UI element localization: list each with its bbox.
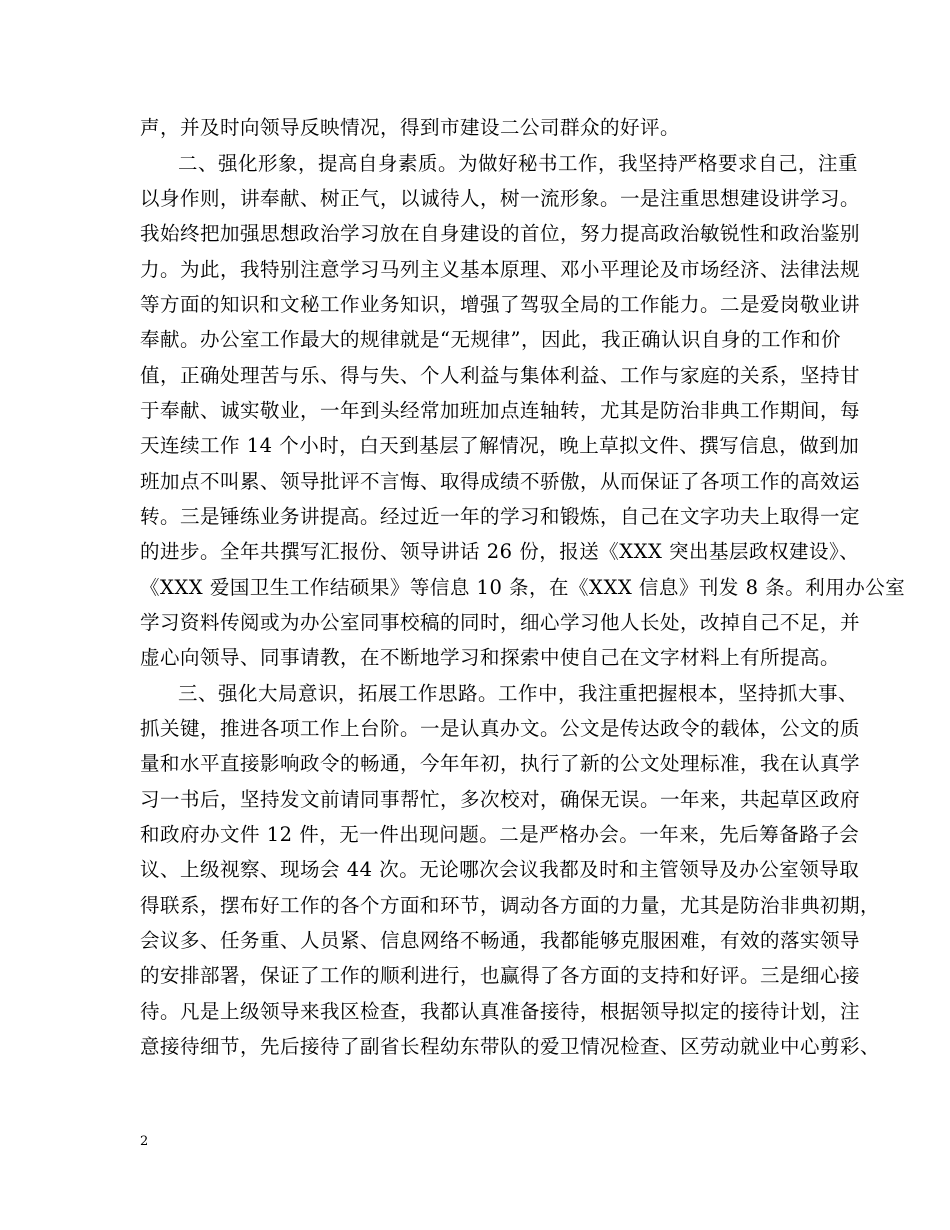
body-line: 和政府办文件 12 件，无一件出现问题。二是严格办会。一年来，先后筹备路子会 bbox=[140, 823, 860, 846]
body-line: 二、强化形象，提高自身素质。为做好秘书工作，我坚持严格要求自己，注重 bbox=[178, 152, 859, 175]
body-line: 以身作则，讲奉献、树正气，以诚待人，树一流形象。一是注重思想建设讲学习。 bbox=[140, 187, 861, 210]
body-line: 转。三是锤练业务讲提高。经过近一年的学习和锻炼，自己在文字功夫上取得一定 bbox=[140, 505, 861, 528]
body-line: 习一书后，坚持发文前请同事帮忙，多次校对，确保无误。一年来，共起草区政府 bbox=[140, 788, 861, 811]
body-line: 力。为此，我特别注意学习马列主义基本原理、邓小平理论及市场经济、法律法规 bbox=[140, 258, 861, 281]
body-line: 待。凡是上级领导来我区检查，我都认真准备接待，根据领导拟定的接待计划，注 bbox=[140, 1000, 861, 1023]
body-line: 声，并及时向领导反映情况，得到市建设二公司群众的好评。 bbox=[140, 116, 681, 139]
body-line: 议、上级视察、现场会 44 次。无论哪次会议我都及时和主管领导及办公室领导取 bbox=[140, 858, 860, 881]
body-line: 等方面的知识和文秘工作业务知识，增强了驾驭全局的工作能力。二是爱岗敬业讲 bbox=[140, 293, 861, 316]
body-line: 虚心向领导、同事请教，在不断地学习和探索中使自己在文字材料上有所提高。 bbox=[140, 646, 841, 669]
body-line: 三、强化大局意识，拓展工作思路。工作中，我注重把握根本，坚持抓大事、 bbox=[178, 682, 859, 705]
body-line: 量和水平直接影响政令的畅通，今年年初，执行了新的公文处理标准，我在认真学 bbox=[140, 752, 861, 775]
body-line: 于奉献、诚实敬业，一年到头经常加班加点连轴转，尤其是防治非典工作期间，每 bbox=[140, 399, 861, 422]
body-line: 值，正确处理苦与乐、得与失、个人利益与集体利益、工作与家庭的关系，坚持甘 bbox=[140, 364, 861, 387]
body-line: 天连续工作 14 个小时，白天到基层了解情况，晚上草拟文件、撰写信息，做到加 bbox=[140, 434, 860, 457]
body-line: 会议多、任务重、人员紧、信息网络不畅通，我都能够克服困难，有效的落实领导 bbox=[140, 929, 861, 952]
body-line: 的进步。全年共撰写汇报份、领导讲话 26 份，报送《XXX 突出基层政权建设》、 bbox=[140, 540, 860, 563]
page-number: 2 bbox=[140, 1134, 149, 1149]
body-line: 意接待细节，先后接待了副省长程幼东带队的爱卫情况检查、区劳动就业中心剪彩、 bbox=[140, 1035, 881, 1058]
body-line: 《XXX 爱国卫生工作结硕果》等信息 10 条，在《XXX 信息》刊发 8 条。利用办公室 bbox=[140, 576, 906, 599]
body-line: 得联系，摆布好工作的各个方面和环节，调动各方面的力量，尤其是防治非典初期， bbox=[140, 894, 881, 917]
body-line: 学习资料传阅或为办公室同事校稿的同时，细心学习他人长处，改掉自己不足，并 bbox=[140, 611, 861, 634]
body-line: 奉献。办公室工作最大的规律就是“无规律”，因此，我正确认识自身的工作和价 bbox=[140, 328, 841, 351]
body-line: 班加点不叫累、领导批评不言悔、取得成绩不骄傲，从而保证了各项工作的高效运 bbox=[140, 470, 861, 493]
body-line: 抓关键，推进各项工作上台阶。一是认真办文。公文是传达政令的载体，公文的质 bbox=[140, 717, 861, 740]
body-line: 我始终把加强思想政治学习放在自身建设的首位，努力提高政治敏锐性和政治鉴别 bbox=[140, 222, 861, 245]
body-line: 的安排部署，保证了工作的顺利进行，也赢得了各方面的支持和好评。三是细心接 bbox=[140, 964, 861, 987]
